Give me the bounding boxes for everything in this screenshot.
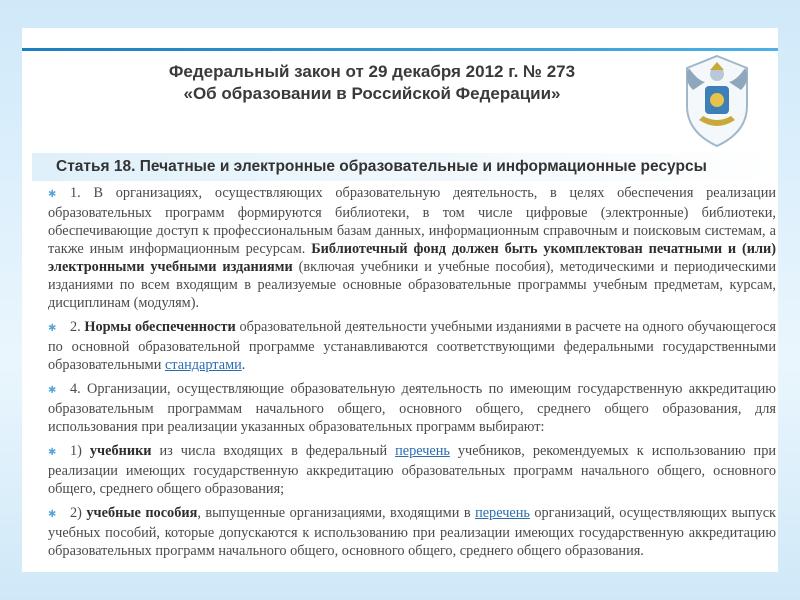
- bullet-icon: ✱: [48, 509, 57, 520]
- ministry-emblem-icon: [677, 50, 757, 150]
- p5-text-1: , выпущенные организациями, входящими в: [197, 505, 476, 521]
- p2-bold: Нормы обеспеченности: [84, 319, 236, 335]
- bullet-icon: ✱: [48, 189, 57, 200]
- paragraph-1: [48, 184, 776, 312]
- p1-bold: Библиотечный фонд должен быть укомплектован печатными и (или) электронными учебными изданиями: [48, 241, 777, 275]
- organizations-list-link[interactable]: перечень: [475, 505, 530, 521]
- p5-bold: учебные пособия: [86, 505, 198, 521]
- p4-bold: учебники: [89, 443, 152, 459]
- p4-text-1: из числа входящих в федеральный: [151, 443, 396, 459]
- paragraph-4: [48, 442, 776, 498]
- p1-text-2: (включая учебники и учебные пособия), методическими и периодическими изданиями по всем входящим в реализуемые основные образовательные программы учебным предметам, курсам, дисциплинам (модулям).: [48, 259, 776, 311]
- standards-link[interactable]: стандартами: [164, 357, 242, 373]
- p3-text: 4. Организации, осуществляющие образовательную деятельность по имеющим государственную аккредитацию образовательным программам начального общего, основного общего, среднего общего образования, для использования при реализации указанных образовательных программ выбирают:: [48, 381, 776, 435]
- p1-text-1: 1. В организациях, осуществляющих образовательную деятельность, в целях обеспечения реализации образовательных программ формируются библиотеки, в том числе цифровые (электронные) библиотеки, обеспечивающие доступ к профессиональным базам данных, информационным справочным и поисковым системам, а также иным информационным ресурсам.: [48, 185, 776, 257]
- title-line-1: Федеральный закон от 29 декабря 2012 г. № 273: [168, 62, 576, 81]
- slide-title: [112, 61, 632, 105]
- p2-num: 2.: [70, 319, 85, 335]
- bullet-icon: ✱: [48, 447, 57, 458]
- p2-text-1: образовательной деятельности учебными изданиями в расчете на одного обучающегося по основной образовательной программе устанавливаются соответствующими федеральными государственными образовательными: [48, 319, 776, 373]
- p2-text-2: .: [241, 357, 246, 373]
- p4-num: 1): [70, 443, 90, 459]
- bullet-icon: ✱: [48, 385, 57, 396]
- paragraph-5: [48, 504, 776, 560]
- paragraph-3: [48, 380, 776, 436]
- textbook-list-link[interactable]: перечень: [395, 443, 450, 459]
- bullet-icon: ✱: [48, 323, 57, 334]
- p5-text-2: организаций, осуществляющих выпуск учебных пособий, которые допускаются к использованию при реализации имеющих государственную аккредитацию образовательных программ начального общего, основного общего, среднего общего образования.: [48, 505, 776, 559]
- slide: [22, 28, 778, 572]
- title-line-2: «Об образовании в Российской Федерации»: [183, 84, 561, 103]
- p4-text-2: учебников, рекомендуемых к использованию при реализации имеющих государственную аккредитацию образовательных программ начального общего, основного общего, среднего общего образования;: [48, 443, 777, 497]
- header-rule: [22, 48, 778, 51]
- article-title: Статья 18. Печатные и электронные образовательные и информационные ресурсы: [56, 158, 707, 175]
- paragraph-2: [48, 318, 776, 374]
- article-body: [48, 184, 776, 566]
- p5-num: 2): [70, 505, 87, 521]
